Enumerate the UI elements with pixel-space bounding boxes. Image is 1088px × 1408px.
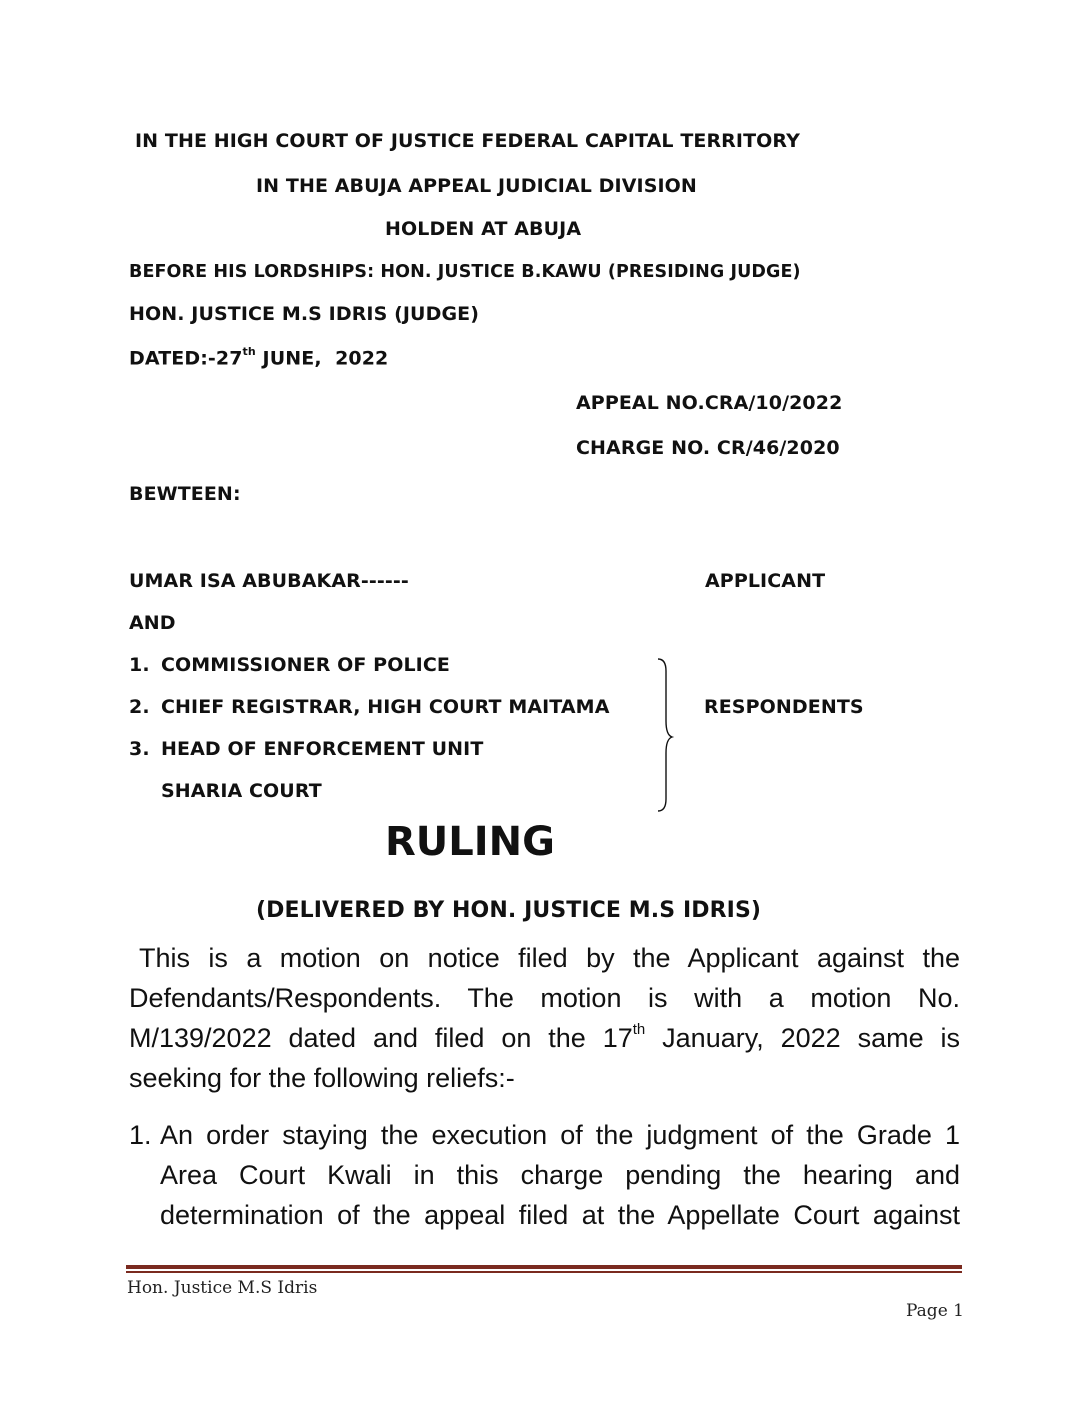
respondents-brace [648, 657, 678, 813]
footer-rule-thin [126, 1271, 962, 1273]
intro-paragraph [129, 938, 960, 1098]
intro-line-3-start: M/139/2022 dated and filed on the 17 [129, 1023, 633, 1053]
dated-suffix: JUNE, 2022 [255, 347, 389, 370]
respondent-3-continuation: SHARIA COURT [161, 780, 322, 802]
before-lordships-line: BEFORE HIS LORDSHIPS: HON. JUSTICE B.KAWU (PRESIDING JUDGE) [129, 262, 801, 282]
court-heading: IN THE HIGH COURT OF JUSTICE FEDERAL CAPITAL TERRITORY [135, 130, 800, 152]
between-label: BEWTEEN: [129, 483, 241, 505]
appeal-number: APPEAL NO.CRA/10/2022 [576, 392, 843, 414]
intro-line-1: This is a motion on notice filed by the Applicant against the [139, 943, 960, 973]
relief-1-line-1: An order staying the execution of the judgment of the Grade 1 [160, 1120, 960, 1150]
intro-line-3-rest: January, 2022 same is [645, 1023, 960, 1053]
footer-rule-thick [126, 1265, 962, 1269]
applicant-name: UMAR ISA ABUBAKAR------ [129, 570, 409, 592]
intro-line-3 [129, 1018, 960, 1058]
holden-heading: HOLDEN AT ABUJA [385, 218, 582, 240]
applicant-role: APPLICANT [705, 570, 826, 592]
intro-line-4: seeking for the following reliefs:- [129, 1063, 515, 1093]
footer-page-number: Page 1 [906, 1301, 964, 1321]
division-heading: IN THE ABUJA APPEAL JUDICIAL DIVISION [256, 175, 697, 197]
respondent-1-name: COMMISSIONER OF POLICE [161, 654, 450, 676]
relief-1-line-3: determination of the appeal filed at the Appellate Court against [160, 1200, 960, 1230]
dated-superscript: th [242, 345, 256, 358]
relief-1-text [160, 1115, 960, 1235]
charge-number: CHARGE NO. CR/46/2020 [576, 437, 840, 459]
intro-line-3-superscript: th [632, 1021, 646, 1038]
respondent-2-number: 2. [129, 696, 150, 718]
judge-line: HON. JUSTICE M.S IDRIS (JUDGE) [129, 303, 480, 325]
respondent-1-number: 1. [129, 654, 150, 676]
footer-author: Hon. Justice M.S Idris [127, 1278, 318, 1298]
respondent-3-number: 3. [129, 738, 150, 760]
delivered-by-line: (DELIVERED BY HON. JUSTICE M.S IDRIS) [256, 898, 762, 923]
respondents-role: RESPONDENTS [704, 696, 864, 718]
respondent-2-name: CHIEF REGISTRAR, HIGH COURT MAITAMA [161, 696, 610, 718]
dated-prefix: DATED:-27 [129, 347, 243, 370]
and-label: AND [129, 612, 176, 634]
intro-line-2: Defendants/Respondents. The motion is with a motion No. [129, 983, 960, 1013]
dated-line [129, 347, 388, 369]
relief-1-line-2: Area Court Kwali in this charge pending the hearing and [160, 1160, 960, 1190]
respondent-3-name: HEAD OF ENFORCEMENT UNIT [161, 738, 484, 760]
relief-1-number: 1. [129, 1120, 152, 1150]
ruling-title: RULING [385, 819, 555, 865]
